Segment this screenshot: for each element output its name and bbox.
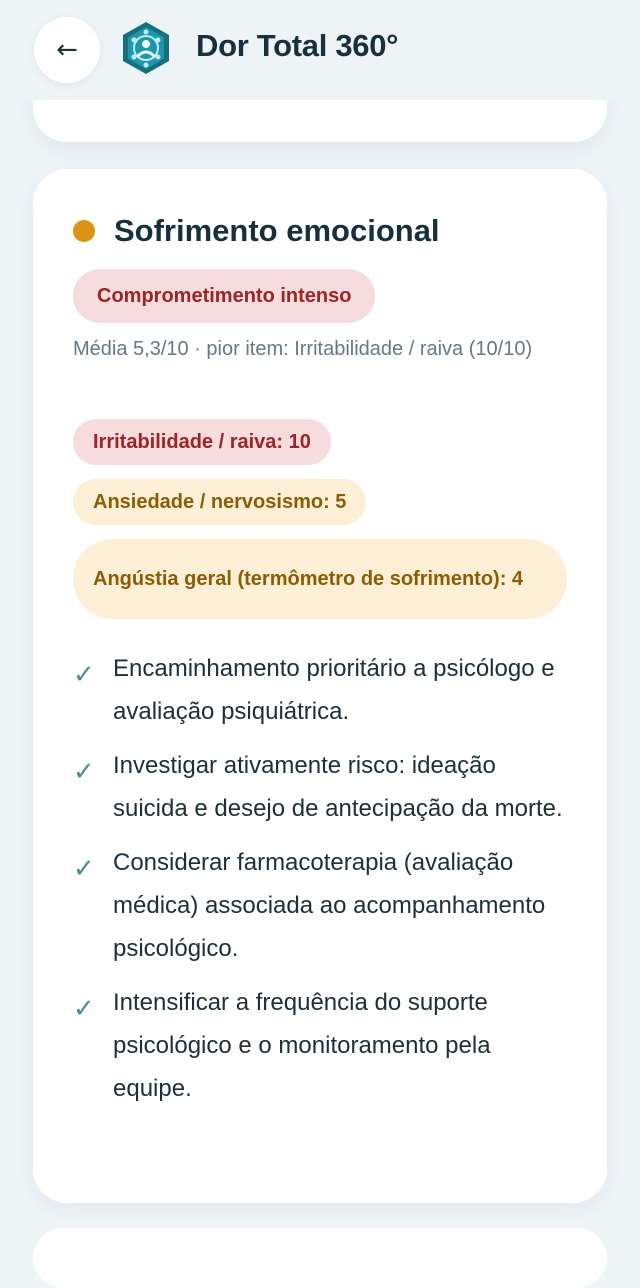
top-bar <box>0 0 640 100</box>
check-icon: ✓ <box>73 853 95 883</box>
domain-card-emotional <box>33 169 607 1203</box>
recommendation-text: Encaminhamento prioritário a psicólogo e avaliação psiquiátrica. <box>113 655 555 725</box>
item-chip-label: Ansiedade / nervosismo: 5 <box>93 491 347 513</box>
item-chip-distress <box>73 539 567 619</box>
back-arrow-icon: ← <box>56 35 78 65</box>
next-card <box>33 1228 607 1288</box>
card-title: Sofrimento emocional <box>114 213 440 248</box>
item-chip-label: Angústia geral (termômetro de sofrimento): 4 <box>93 568 524 590</box>
check-icon: ✓ <box>73 659 95 689</box>
card-header <box>73 213 440 249</box>
item-chip-label: Irritabilidade / raiva: 10 <box>93 431 311 453</box>
item-chip-anxiety <box>73 479 366 525</box>
status-dot-icon <box>73 220 95 242</box>
recommendation-item <box>73 981 573 1110</box>
check-icon: ✓ <box>73 756 95 786</box>
item-chip-irritability <box>73 419 331 465</box>
recommendation-text: Intensificar a frequência do suporte psicológico e o monitoramento pela equipe. <box>113 989 491 1102</box>
back-button[interactable] <box>34 17 100 83</box>
score-summary: Média 5,3/10 · pior item: Irritabilidade / raiva (10/10) <box>73 338 533 360</box>
severity-badge: Comprometimento intenso <box>73 269 375 323</box>
recommendation-list <box>73 647 573 1121</box>
recommendation-item <box>73 647 573 733</box>
recommendation-item <box>73 841 573 970</box>
recommendation-text: Considerar farmacoterapia (avaliação médica) associada ao acompanhamento psicológico. <box>113 849 546 962</box>
app-logo-icon <box>118 20 174 76</box>
check-icon: ✓ <box>73 993 95 1023</box>
recommendation-text: Investigar ativamente risco: ideação suicida e desejo de antecipação da morte. <box>113 752 563 822</box>
app-title: Dor Total 360° <box>196 28 399 63</box>
recommendation-item <box>73 744 573 830</box>
